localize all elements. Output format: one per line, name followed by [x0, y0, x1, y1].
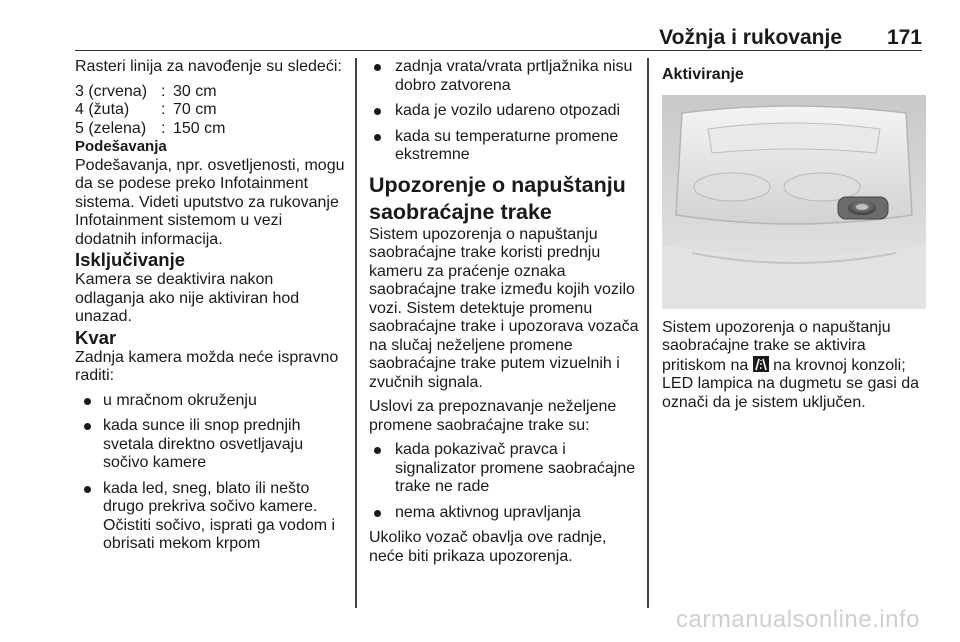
grid-row-key: 5 (zelena): [75, 119, 147, 137]
column-divider: [355, 58, 357, 608]
settings-heading: Podešavanja: [75, 138, 167, 155]
grid-row: [75, 83, 347, 102]
grid-row-value: 70 cm: [173, 101, 217, 118]
column-right: [662, 58, 926, 412]
grid-row-sep: :: [161, 82, 166, 100]
section-heading: Upozorenje o napuštanju saobraćajne trake: [369, 172, 626, 224]
deactivation-text: Kamera se deaktivira nakon odlaganja ako nije aktiviran hod unazad.: [75, 271, 300, 325]
deactivation-heading: Isključivanje: [75, 249, 186, 270]
grid-row-key: 4 (žuta): [75, 101, 130, 118]
activation-heading: Aktiviranje: [662, 66, 744, 83]
grid-row: [75, 101, 347, 120]
grid-row: [75, 120, 347, 139]
list-item-text: kada led, sneg, blato ili nešto drugo prekriva sočivo kamere. Očistiti sočivo, isprati ga vodom i obrisati mekom krpom: [103, 479, 336, 552]
bullet-icon: [84, 486, 91, 493]
bullet-icon: [374, 134, 381, 141]
grid-row-key: 3 (crvena): [75, 82, 148, 100]
settings-text: Podešavanja, npr. osvetljenosti, mogu da se podese preko Infotainment sistema. Videti uputstvo za rukovanje Infotainment sistemom u vezi dodatnih informacija.: [75, 156, 345, 248]
fault-text: Zadnja kamera možda neće ispravno raditi:: [75, 348, 339, 384]
activation-caption: [662, 319, 926, 413]
page-header: [75, 22, 922, 51]
grid-row-value: 30 cm: [173, 82, 217, 100]
list-item-text: kada su temperaturne promene ekstremne: [395, 127, 619, 163]
conditions-list: [369, 441, 639, 522]
list-item-text: kada pokazivač pravca i signalizator promene saobraćajne trake ne rade: [395, 441, 636, 495]
fault-heading: Kvar: [75, 326, 117, 348]
lane-departure-icon: [753, 356, 769, 372]
chapter-title: Vožnja i rukovanje: [659, 26, 842, 49]
grid-row-sep: :: [161, 101, 166, 118]
bullet-icon: [374, 447, 381, 454]
list-item: [369, 128, 639, 165]
list-item-text: kada je vozilo udareno otpozadi: [395, 102, 621, 119]
watermark: carmanualsonline.info: [676, 606, 920, 633]
column-divider: [647, 58, 649, 608]
list-item: [369, 102, 639, 121]
list-item: [369, 504, 639, 523]
list-item: [369, 58, 639, 95]
list-item-text: kada sunce ili snop prednjih svetala direktno osvetljavaju sočivo kamere: [103, 417, 304, 471]
fault-list: [75, 392, 347, 554]
caption-text: Sistem upozorenja o napuštanju saobraćajne trake se aktivira pritiskom na: [662, 318, 891, 374]
section-paragraph: Uslovi za prepoznavanje neželjene promene saobraćajne trake su:: [369, 398, 617, 434]
bullet-icon: [84, 398, 91, 405]
bullet-icon: [374, 108, 381, 115]
list-item-text: nema aktivnog upravljanja: [395, 503, 581, 521]
grid-row-sep: :: [161, 119, 166, 137]
list-item: [369, 441, 639, 497]
caption-text: na krovnoj konzoli; LED lampica na dugmetu se gasi da označi da je sistem uključen.: [662, 356, 920, 411]
bullet-icon: [374, 64, 381, 71]
section-paragraph: Ukoliko vozač obavlja ove radnje, neće biti prikaza upozorenja.: [369, 529, 607, 565]
list-item: [75, 417, 347, 473]
list-item-text: u mračnom okruženju: [103, 391, 257, 409]
grid-row-value: 150 cm: [173, 119, 226, 137]
list-item: [75, 392, 347, 411]
list-item-text: zadnja vrata/vrata prtljažnika nisu dobro zatvorena: [395, 58, 633, 94]
column-left: [75, 58, 347, 561]
roof-console-photo: [662, 95, 926, 309]
bullet-icon: [374, 510, 381, 517]
grid-intro: Rasteri linija za navođenje su sledeći:: [75, 58, 342, 75]
fault-list-continued: [369, 58, 639, 165]
page-number: 171: [886, 26, 922, 49]
section-paragraph: Sistem upozorenja o napuštanju saobraćajne trake koristi prednju kameru za praćenje oznaka saobraćajne trake između kojih vozilo vozi. Sistem detektuje promenu saobraćajne trake i upozorava vozača na slučaj neželjene promene saobraćajne trake putem vizuelnih i zvučnih signala.: [369, 225, 639, 391]
list-item: [75, 480, 347, 554]
grid-table: [75, 83, 347, 139]
column-middle: [369, 58, 639, 566]
bullet-icon: [84, 423, 91, 430]
